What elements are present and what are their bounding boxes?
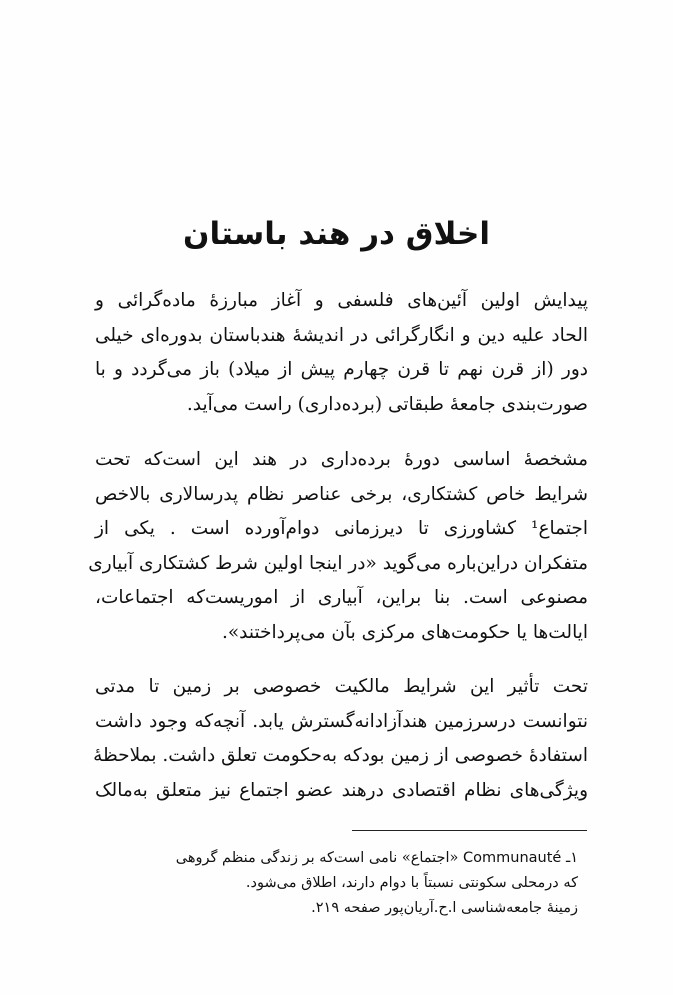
- text-line: نتوانست درسرزمین هندآزادانه‌گسترش یابد. آنچه‌که وجود داشت: [95, 710, 588, 732]
- text-line: مشخصهٔ اساسی دورهٔ برده‌داری در هند این است‌که تحت: [95, 449, 588, 470]
- footnote-text: «اجتماع» نامی است‌که بر زندگی منظم گروهی: [175, 850, 459, 866]
- footnote-term: Communauté: [463, 850, 562, 866]
- footnote-citation: زمینهٔ جامعه‌شناسی ا.ح.آریان‌پور صفحه ۲۱۹.: [311, 900, 578, 916]
- text-line: صورت‌بندی جامعهٔ طبقاتی (برده‌داری) راست می‌آید.: [186, 393, 588, 415]
- footnote-divider: [352, 830, 587, 831]
- text-line: تحت تأثیر این شرایط مالکیت خصوصی بر زمین تا مدتی: [95, 676, 588, 697]
- footnote-line-1: [108, 846, 578, 871]
- chapter-title: اخلاق در هند باستان: [183, 216, 490, 252]
- text-line: متفکران دراین‌باره می‌گوید «در اینجا اولین شرط کشتکاری آبیاری: [88, 552, 588, 574]
- paragraph-1: [95, 284, 588, 422]
- text-line: اجتماع¹ کشاورزی تا دیرزمانی دوام‌آورده است . یکی از: [95, 518, 588, 539]
- paragraph-2: [88, 443, 588, 650]
- footnote: [108, 846, 578, 921]
- text-line: شرایط خاص کشتکاری، برخی عناصر نظام پدرسالاری بالاخص: [95, 483, 588, 505]
- text-line: ایالت‌ها یا حکومت‌های مرکزی بآن می‌پرداختند».: [221, 621, 588, 643]
- text-line: پیدایش اولین آئین‌های فلسفی و آغاز مبارزهٔ ماده‌گرائی و: [95, 290, 588, 311]
- paragraph-3: [95, 670, 588, 808]
- text-line: ویژگی‌های نظام اقتصادی درهند عضو اجتماع نیز متعلق به‌مالک: [95, 779, 588, 801]
- text-line: دور (از قرن نهم تا قرن چهارم پیش از میلاد) باز می‌گردد و با: [95, 359, 588, 380]
- text-line: مصنوعی است. بنا براین، آبیاری از اموریست‌که اجتماعات،: [95, 587, 588, 608]
- text-line: الحاد علیه دین و انگارگرائی در اندیشهٔ هندباستان بدوره‌ای خیلی: [95, 324, 588, 346]
- footnote-marker: ۱ـ: [565, 850, 578, 866]
- footnote-line-2: که درمحلی سکونتی نسبتاً با دوام دارند، اطلاق می‌شود.: [245, 875, 578, 891]
- text-line: استفادهٔ خصوصی از زمین بودکه به‌حکومت تعلق داشت. بملاحظهٔ: [93, 745, 588, 766]
